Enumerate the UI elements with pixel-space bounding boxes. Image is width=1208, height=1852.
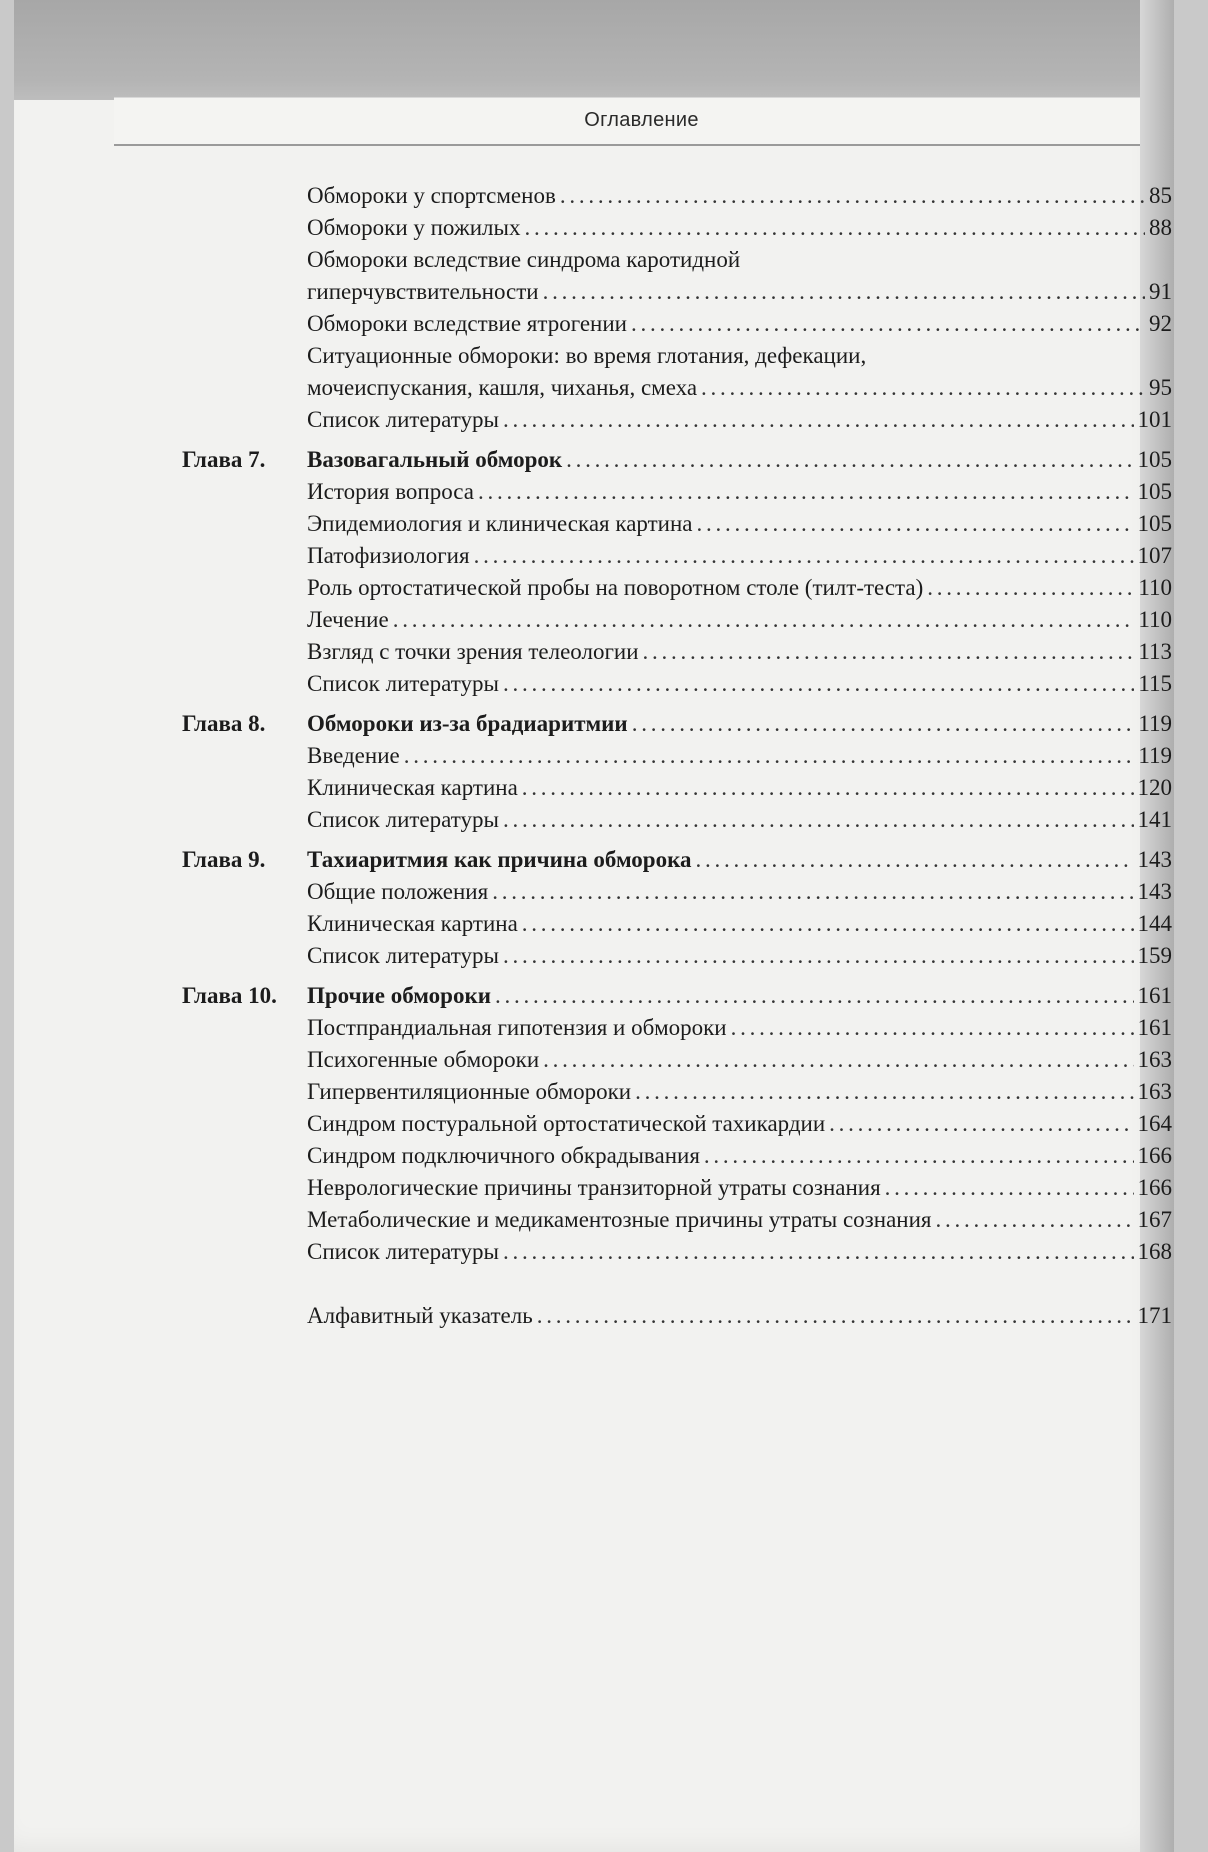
page-number: 171 <box>1137 1303 1172 1328</box>
toc-entry <box>307 708 1172 740</box>
entry-title: мочеиспускания, кашля, чиханья, смеха <box>307 375 698 400</box>
entry-title: Метаболические и медикаментозные причины утраты сознания <box>307 1207 932 1232</box>
dot-leader <box>522 908 1134 940</box>
toc-chapter-row <box>182 444 1172 476</box>
page-number: 107 <box>1137 543 1172 568</box>
toc-entry <box>307 1236 1172 1268</box>
toc-entry <box>307 180 1172 212</box>
page-number: 91 <box>1149 279 1172 304</box>
toc-entry <box>307 876 1172 908</box>
toc-entry-row <box>182 476 1172 508</box>
entry-title: Патофизиология <box>307 543 470 568</box>
toc-entry-row <box>182 604 1172 636</box>
toc-entry-row <box>182 244 1172 276</box>
dot-leader <box>543 1044 1133 1076</box>
dot-leader <box>503 804 1134 836</box>
toc-entry <box>307 1204 1172 1236</box>
page-number: 159 <box>1137 943 1172 968</box>
dot-leader <box>543 276 1145 308</box>
toc-entry <box>307 572 1172 604</box>
page-number: 167 <box>1137 1207 1172 1232</box>
entry-title: Список литературы <box>307 943 499 968</box>
toc-entry <box>307 340 1172 372</box>
toc-entry <box>307 940 1172 972</box>
entry-title: Вазовагальный обморок <box>307 447 563 472</box>
toc-entry <box>307 372 1172 404</box>
entry-title: Общие положения <box>307 879 489 904</box>
header-title: Оглавление <box>584 109 699 131</box>
entry-title: Неврологические причины транзиторной утраты сознания <box>307 1175 881 1200</box>
page-number: 92 <box>1149 311 1172 336</box>
page-number: 113 <box>1138 639 1172 664</box>
dot-leader <box>701 372 1145 404</box>
page-number: 143 <box>1137 847 1172 872</box>
toc-entry-row <box>182 276 1172 308</box>
entry-title: Клиническая картина <box>307 775 518 800</box>
toc-entry <box>307 1108 1172 1140</box>
dot-leader <box>474 540 1134 572</box>
toc-chapter-row <box>182 980 1172 1012</box>
toc-entry-row <box>182 1012 1172 1044</box>
page-number: 163 <box>1137 1079 1172 1104</box>
toc-entry-row <box>182 1044 1172 1076</box>
page-number: 95 <box>1149 375 1172 400</box>
page-number: 101 <box>1137 407 1172 432</box>
toc-entry <box>307 980 1172 1012</box>
page-number: 164 <box>1137 1111 1172 1136</box>
chapter-label: Глава 7. <box>182 447 266 472</box>
chapter-spacer <box>182 436 1172 444</box>
toc-entry-row <box>182 908 1172 940</box>
toc-entry <box>307 1172 1172 1204</box>
toc-entry <box>307 444 1172 476</box>
dot-leader <box>631 308 1145 340</box>
toc-entry-row <box>182 572 1172 604</box>
entry-title: Клиническая картина <box>307 911 518 936</box>
entry-title: Эпидемиология и клиническая картина <box>307 511 693 536</box>
dot-leader <box>404 740 1135 772</box>
page-top-shadow <box>14 0 1174 100</box>
page-number: 166 <box>1137 1175 1172 1200</box>
dot-leader <box>635 1076 1133 1108</box>
page-number: 110 <box>1138 607 1172 632</box>
toc-entry <box>307 636 1172 668</box>
table-of-contents <box>182 180 1172 1332</box>
entry-title: Тахиаритмия как причина обморока <box>307 847 692 872</box>
dot-leader <box>935 1204 1133 1236</box>
toc-entry-row <box>182 308 1172 340</box>
toc-entry-row <box>182 212 1172 244</box>
entry-title: Список литературы <box>307 407 499 432</box>
toc-entry-row <box>182 404 1172 436</box>
page-number: 161 <box>1137 1015 1172 1040</box>
toc-entry <box>307 668 1172 700</box>
dot-leader <box>525 212 1146 244</box>
page-number: 143 <box>1137 879 1172 904</box>
toc-entry-row <box>182 180 1172 212</box>
dot-leader <box>495 980 1134 1012</box>
dot-leader <box>885 1172 1134 1204</box>
page-number: 105 <box>1137 447 1172 472</box>
toc-entry-row <box>182 1300 1172 1332</box>
page-number: 88 <box>1149 215 1172 240</box>
chapter-spacer <box>182 700 1172 708</box>
entry-title: Обмороки вследствие синдрома каротидной <box>307 247 741 272</box>
toc-entry-row <box>182 1172 1172 1204</box>
toc-entry-row <box>182 668 1172 700</box>
page-number: 110 <box>1138 575 1172 600</box>
toc-entry <box>307 1300 1172 1332</box>
dot-leader <box>704 1140 1134 1172</box>
entry-title: Прочие обмороки <box>307 983 491 1008</box>
toc-entry <box>307 476 1172 508</box>
entry-title: Список литературы <box>307 671 499 696</box>
toc-entry-row <box>182 1076 1172 1108</box>
entry-title: Введение <box>307 743 400 768</box>
toc-entry <box>307 1012 1172 1044</box>
toc-entry-row <box>182 508 1172 540</box>
entry-title: гиперчувствительности <box>307 279 539 304</box>
toc-entry-row <box>182 340 1172 372</box>
chapter-spacer <box>182 836 1172 844</box>
entry-title: Психогенные обмороки <box>307 1047 540 1072</box>
toc-entry <box>307 1076 1172 1108</box>
toc-entry-row <box>182 636 1172 668</box>
entry-title: Обмороки вследствие ятрогении <box>307 311 627 336</box>
chapter-label: Глава 9. <box>182 847 266 872</box>
dot-leader <box>566 444 1133 476</box>
page-number: 105 <box>1137 511 1172 536</box>
toc-entry-row <box>182 940 1172 972</box>
dot-leader <box>503 404 1134 436</box>
dot-leader <box>522 772 1134 804</box>
entry-title: Синдром подключичного обкрадывания <box>307 1143 700 1168</box>
chapter-spacer <box>182 972 1172 980</box>
toc-entry <box>307 276 1172 308</box>
page-number: 119 <box>1138 743 1172 768</box>
toc-entry <box>307 540 1172 572</box>
toc-entry-row <box>182 804 1172 836</box>
entry-title: Список литературы <box>307 1239 499 1264</box>
toc-entry-row <box>182 772 1172 804</box>
entry-title: Синдром постуральной ортостатической тахикардии <box>307 1111 826 1136</box>
toc-entry <box>307 740 1172 772</box>
entry-title: Гипервентиляционные обмороки <box>307 1079 632 1104</box>
entry-title: Постпрандиальная гипотензия и обмороки <box>307 1015 727 1040</box>
toc-entry-row <box>182 1140 1172 1172</box>
toc-entry <box>307 404 1172 436</box>
dot-leader <box>643 636 1135 668</box>
page-number: 141 <box>1137 807 1172 832</box>
page-number: 163 <box>1137 1047 1172 1072</box>
entry-title: Обмороки из-за брадиаритмии <box>307 711 628 736</box>
toc-entry <box>307 804 1172 836</box>
toc-entry <box>307 604 1172 636</box>
entry-title: Взгляд с точки зрения телеологии <box>307 639 639 664</box>
entry-title: Обмороки у спортсменов <box>307 183 556 208</box>
dot-leader <box>492 876 1133 908</box>
entry-title: Алфавитный указатель <box>307 1303 533 1328</box>
book-page <box>14 0 1174 1852</box>
toc-entry-row <box>182 1236 1172 1268</box>
toc-entry-row <box>182 1204 1172 1236</box>
toc-entry-row <box>182 540 1172 572</box>
toc-entry <box>307 212 1172 244</box>
toc-entry <box>307 508 1172 540</box>
toc-entry <box>307 772 1172 804</box>
toc-entry <box>307 844 1172 876</box>
toc-chapter-row <box>182 708 1172 740</box>
entry-title: История вопроса <box>307 479 474 504</box>
page-number: 85 <box>1149 183 1172 208</box>
entry-title: Лечение <box>307 607 389 632</box>
toc-entry <box>307 244 1172 276</box>
chapter-label: Глава 10. <box>182 983 277 1008</box>
toc-entry <box>307 908 1172 940</box>
dot-leader <box>829 1108 1133 1140</box>
toc-entry-row <box>182 876 1172 908</box>
dot-leader <box>632 708 1135 740</box>
toc-entry-row <box>182 740 1172 772</box>
toc-entry <box>307 1044 1172 1076</box>
dot-leader <box>503 668 1134 700</box>
entry-title: Список литературы <box>307 807 499 832</box>
page-number: 119 <box>1138 711 1172 736</box>
toc-entry-row <box>182 1108 1172 1140</box>
dot-leader <box>478 476 1134 508</box>
entry-title: Роль ортостатической пробы на поворотном столе (тилт-теста) <box>307 575 924 600</box>
entry-title: Ситуационные обмороки: во время глотания, дефекации, <box>307 343 867 368</box>
running-header <box>114 98 1169 146</box>
page-number: 115 <box>1138 671 1172 696</box>
dot-leader <box>731 1012 1134 1044</box>
entry-title: Обмороки у пожилых <box>307 215 521 240</box>
dot-leader <box>537 1300 1134 1332</box>
chapter-label: Глава 8. <box>182 711 266 736</box>
dot-leader <box>503 1236 1134 1268</box>
page-number: 168 <box>1137 1239 1172 1264</box>
page-number: 105 <box>1137 479 1172 504</box>
dot-leader <box>927 572 1134 604</box>
index-spacer <box>182 1268 1172 1300</box>
dot-leader <box>560 180 1145 212</box>
dot-leader <box>696 844 1134 876</box>
toc-entry <box>307 308 1172 340</box>
dot-leader <box>393 604 1135 636</box>
page-number: 120 <box>1137 775 1172 800</box>
page-number: 144 <box>1137 911 1172 936</box>
page-number: 161 <box>1137 983 1172 1008</box>
page-number: 166 <box>1137 1143 1172 1168</box>
dot-leader <box>697 508 1134 540</box>
toc-entry <box>307 1140 1172 1172</box>
toc-entry-row <box>182 372 1172 404</box>
toc-chapter-row <box>182 844 1172 876</box>
dot-leader <box>503 940 1134 972</box>
